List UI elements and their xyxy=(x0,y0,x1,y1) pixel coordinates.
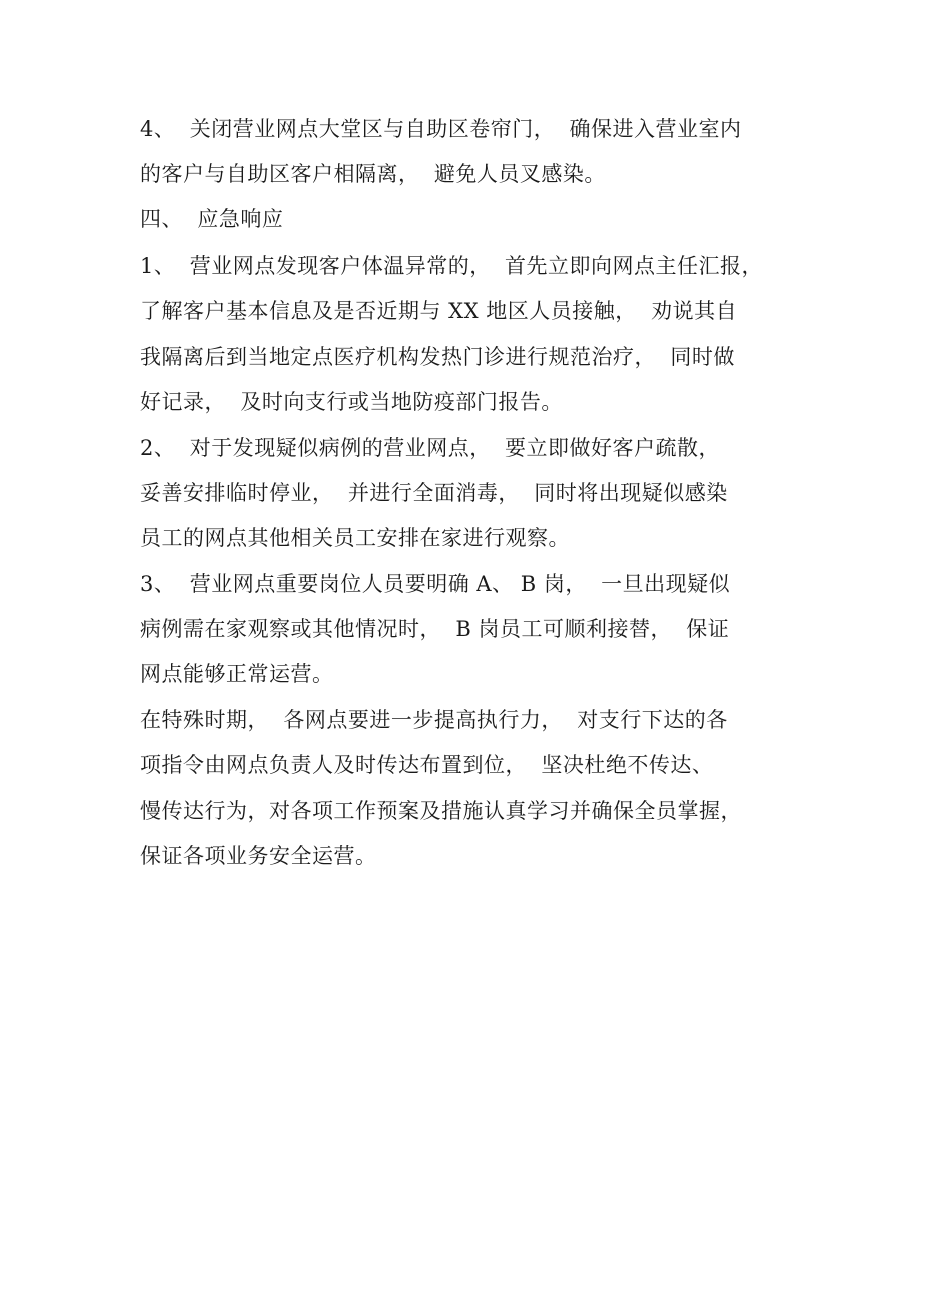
section-heading: 四、 应急响应 xyxy=(140,207,284,231)
text-line: 慢传达行为，对各项工作预案及措施认真学习并确保全员掌握， xyxy=(140,799,742,823)
text-line: 的客户与自助区客户相隔离， 避免人员叉感染。 xyxy=(140,162,606,186)
text-line: 病例需在家观察或其他情况时， B 岗员工可顺利接替， 保证 xyxy=(140,617,730,641)
text-line: 2、 对于发现疑似病例的营业网点， 要立即做好客户疏散， xyxy=(140,436,721,460)
text-line: 好记录， 及时向支行或当地防疫部门报告。 xyxy=(140,390,563,414)
text-line: 项指令由网点负责人及时传达布置到位， 坚决杜绝不传达、 xyxy=(140,753,714,777)
text-line: 3、 营业网点重要岗位人员要明确 A、 B 岗， 一旦出现疑似 xyxy=(140,572,731,596)
text-line: 我隔离后到当地定点医疗机构发热门诊进行规范治疗， 同时做 xyxy=(140,345,735,369)
text-line: 在特殊时期， 各网点要进一步提高执行力， 对支行下达的各 xyxy=(140,708,728,732)
text-line: 员工的网点其他相关员工安排在家进行观察。 xyxy=(140,526,570,550)
text-line: 妥善安排临时停业， 并进行全面消毒， 同时将出现疑似感染 xyxy=(140,481,728,505)
text-line: 保证各项业务安全运营。 xyxy=(140,844,377,868)
text-line: 了解客户基本信息及是否近期与 XX 地区人员接触， 劝说其自 xyxy=(140,299,738,323)
text-line: 1、 营业网点发现客户体温异常的， 首先立即向网点主任汇报， xyxy=(140,254,764,278)
text-line: 4、 关闭营业网点大堂区与自助区卷帘门， 确保进入营业室内 xyxy=(140,117,742,141)
text-line: 网点能够正常运营。 xyxy=(140,662,334,686)
